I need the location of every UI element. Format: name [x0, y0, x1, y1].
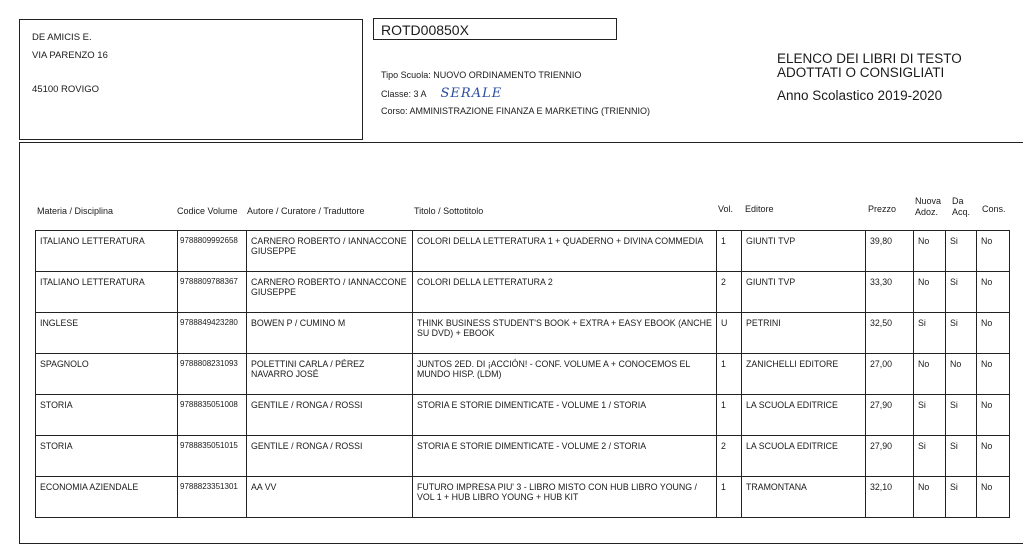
cell-vol: 1	[717, 395, 742, 436]
cell-vol: 1	[717, 231, 742, 272]
header-nuova-adoz	[915, 196, 941, 218]
header-nuova-line2: Adoz.	[915, 207, 939, 217]
cell-vol: 2	[717, 436, 742, 477]
cell-prezzo: 32,50	[866, 313, 914, 354]
cell-editore: LA SCUOLA EDITRICE	[742, 395, 866, 436]
cell-prezzo: 27,90	[866, 436, 914, 477]
cell-autore: CARNERO ROBERTO / IANNACCONE GIUSEPPE	[247, 272, 413, 313]
cell-titolo: STORIA E STORIE DIMENTICATE - VOLUME 1 / STORIA	[413, 395, 717, 436]
cell-autore: POLETTINI CARLA / PÉREZ NAVARRO JOSÉ	[247, 354, 413, 395]
cell-codice: 9788835051015	[178, 436, 247, 477]
cell-editore: GIUNTI TVP	[742, 231, 866, 272]
cell-nuova-adoz: Si	[914, 436, 946, 477]
cell-cons: No	[977, 477, 1010, 518]
cell-autore: CARNERO ROBERTO / IANNACCONE GIUSEPPE	[247, 231, 413, 272]
table-row	[36, 354, 1010, 395]
cell-codice: 9788835051008	[178, 395, 247, 436]
cell-nuova-adoz: No	[914, 477, 946, 518]
cell-da-acq: Si	[946, 313, 977, 354]
document-title-line2: ADOTTATI O CONSIGLIATI	[777, 65, 945, 80]
classe-handwritten-note: SERALE	[440, 86, 503, 101]
cell-cons: No	[977, 231, 1010, 272]
cell-codice: 9788808231093	[178, 354, 247, 395]
table-row	[36, 436, 1010, 477]
cell-cons: No	[977, 436, 1010, 477]
cell-materia: INGLESE	[36, 313, 178, 354]
cell-materia: ITALIANO LETTERATURA	[36, 231, 178, 272]
cell-nuova-adoz: Si	[914, 395, 946, 436]
header-prezzo: Prezzo	[868, 204, 897, 214]
cell-materia: STORIA	[36, 395, 178, 436]
cell-prezzo: 33,30	[866, 272, 914, 313]
cell-titolo: COLORI DELLA LETTERATURA 1 + QUADERNO + DIVINA COMMEDIA	[413, 231, 717, 272]
cell-codice: 9788809788367	[178, 272, 247, 313]
cell-prezzo: 27,90	[866, 395, 914, 436]
cell-da-acq: No	[946, 354, 977, 395]
cell-titolo: JUNTOS 2ED. DI ¡ACCIÓN! - CONF. VOLUME A + CONOCEMOS EL MUNDO HISP. (LDM)	[413, 354, 717, 395]
school-code: ROTD00850X	[373, 18, 617, 40]
cell-autore: AA VV	[247, 477, 413, 518]
cell-cons: No	[977, 395, 1010, 436]
cell-materia: STORIA	[36, 436, 178, 477]
corso: Corso: AMMINISTRAZIONE FINANZA E MARKETING (TRIENNIO)	[381, 106, 651, 116]
table-row	[36, 272, 1010, 313]
cell-materia: SPAGNOLO	[36, 354, 178, 395]
cell-nuova-adoz: No	[914, 354, 946, 395]
cell-da-acq: Si	[946, 436, 977, 477]
tipo-scuola: Tipo Scuola: NUOVO ORDINAMENTO TRIENNIO	[381, 70, 582, 80]
document-title-line1: ELENCO DEI LIBRI DI TESTO	[777, 51, 962, 66]
header-cons: Cons.	[982, 204, 1006, 214]
cell-da-acq: Si	[946, 395, 977, 436]
cell-cons: No	[977, 354, 1010, 395]
header-materia: Materia / Disciplina	[37, 206, 114, 216]
cell-editore: LA SCUOLA EDITRICE	[742, 436, 866, 477]
cell-titolo: STORIA E STORIE DIMENTICATE - VOLUME 2 / STORIA	[413, 436, 717, 477]
cell-prezzo: 32,10	[866, 477, 914, 518]
cell-cons: No	[977, 272, 1010, 313]
cell-da-acq: Si	[946, 231, 977, 272]
cell-editore: TRAMONTANA	[742, 477, 866, 518]
table-row	[36, 231, 1010, 272]
school-city: 45100 ROVIGO	[32, 84, 100, 95]
cell-nuova-adoz: No	[914, 272, 946, 313]
cell-nuova-adoz: No	[914, 231, 946, 272]
cell-titolo: THINK BUSINESS STUDENT'S BOOK + EXTRA + EASY EBOOK (ANCHE SU DVD) + EBOOK	[413, 313, 717, 354]
cell-da-acq: Si	[946, 477, 977, 518]
cell-vol: 1	[717, 477, 742, 518]
header-editore: Editore	[745, 204, 774, 214]
header-autore: Autore / Curatore / Traduttore	[247, 206, 365, 216]
header-codice: Codice Volume	[177, 206, 238, 216]
header-vol: Vol.	[718, 204, 734, 214]
table-row	[36, 477, 1010, 518]
header-nuova-line1: Nuova	[915, 196, 942, 206]
school-name: DE AMICIS E.	[32, 32, 92, 43]
book-table	[35, 230, 1010, 518]
header-titolo: Titolo / Sottotitolo	[414, 206, 484, 216]
cell-vol: U	[717, 313, 742, 354]
cell-autore: GENTILE / RONGA / ROSSI	[247, 395, 413, 436]
table-row	[36, 395, 1010, 436]
header-da-line1: Da	[952, 196, 964, 206]
cell-nuova-adoz: Si	[914, 313, 946, 354]
school-year: Anno Scolastico 2019-2020	[777, 88, 943, 103]
school-address-box	[19, 19, 363, 140]
classe-label: Classe: 3 A	[381, 89, 427, 99]
header-da-acq	[952, 196, 970, 218]
cell-titolo: FUTURO IMPRESA PIU' 3 - LIBRO MISTO CON HUB LIBRO YOUNG / VOL 1 + HUB LIBRO YOUNG + HUB KIT	[413, 477, 717, 518]
cell-autore: BOWEN P / CUMINO M	[247, 313, 413, 354]
cell-vol: 1	[717, 354, 742, 395]
cell-materia: ECONOMIA AZIENDALE	[36, 477, 178, 518]
table-row	[36, 313, 1010, 354]
cell-codice: 9788849423280	[178, 313, 247, 354]
document-title	[777, 52, 962, 80]
cell-prezzo: 39,80	[866, 231, 914, 272]
cell-cons: No	[977, 313, 1010, 354]
cell-codice: 9788823351301	[178, 477, 247, 518]
cell-editore: GIUNTI TVP	[742, 272, 866, 313]
cell-vol: 2	[717, 272, 742, 313]
header-da-line2: Acq.	[952, 207, 971, 217]
cell-codice: 9788809992658	[178, 231, 247, 272]
cell-editore: ZANICHELLI EDITORE	[742, 354, 866, 395]
cell-materia: ITALIANO LETTERATURA	[36, 272, 178, 313]
classe	[381, 86, 502, 101]
cell-da-acq: Si	[946, 272, 977, 313]
cell-autore: GENTILE / RONGA / ROSSI	[247, 436, 413, 477]
cell-prezzo: 27,00	[866, 354, 914, 395]
cell-editore: PETRINI	[742, 313, 866, 354]
cell-titolo: COLORI DELLA LETTERATURA 2	[413, 272, 717, 313]
school-street: VIA PARENZO 16	[32, 50, 108, 61]
